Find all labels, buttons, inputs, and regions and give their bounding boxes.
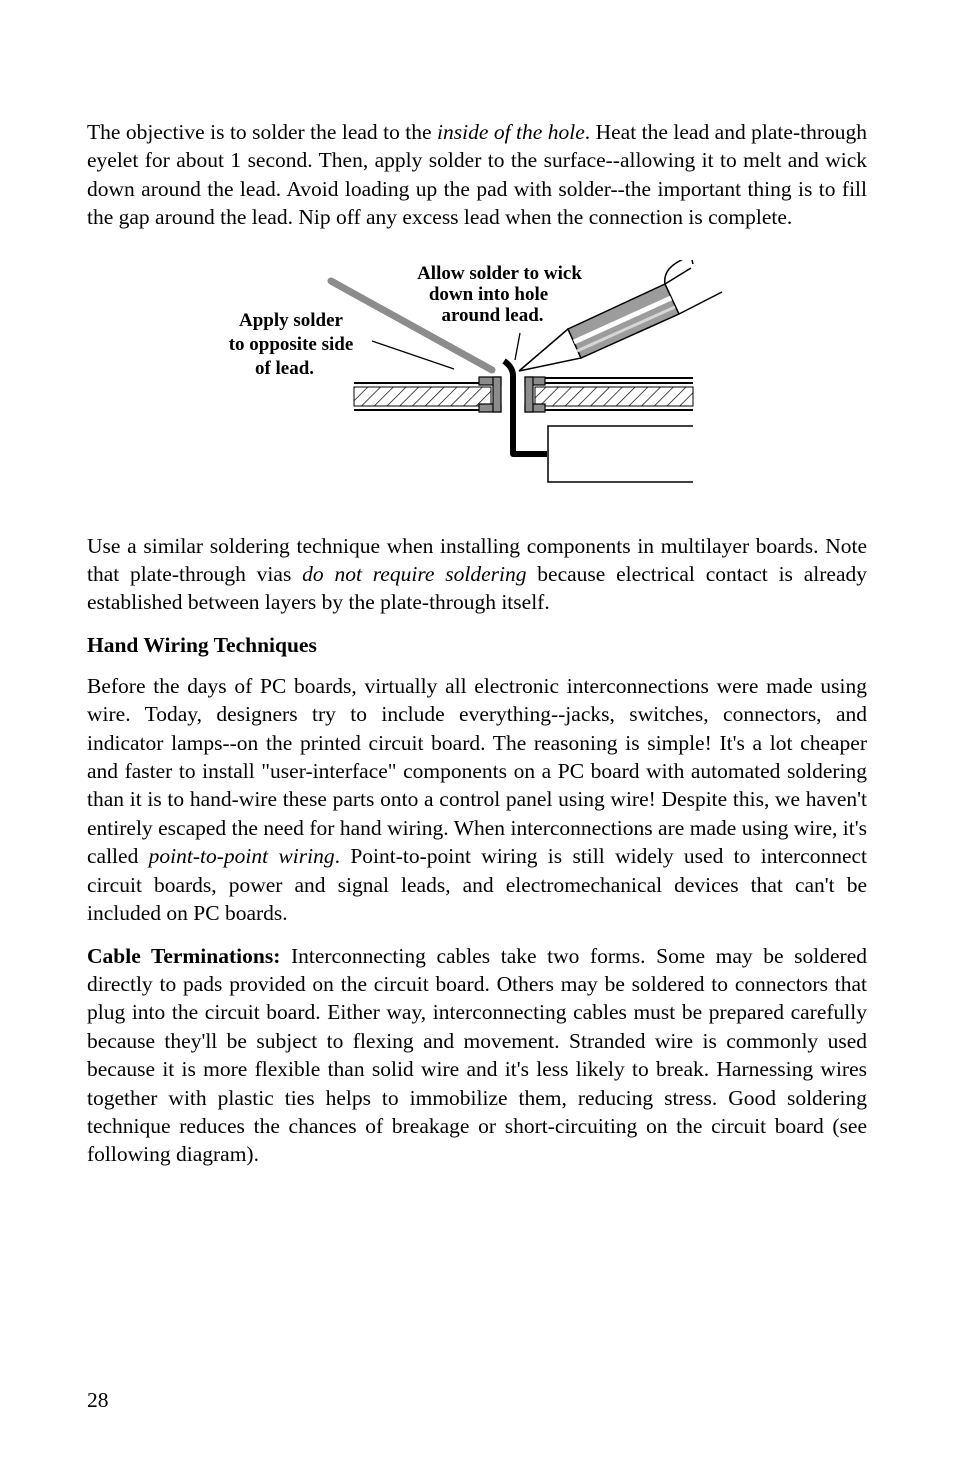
label-wick-line1: Allow solder to wick [417,262,582,284]
paragraph-solder-objective [87,118,867,232]
para2-text-b: because electrical contact is already established between layers by the plate-through itself. [87,562,867,615]
paragraph-hand-wiring [87,672,867,928]
circuit-board-right [535,378,693,410]
para2-text-a: Use a similar soldering technique when installing components in multilayer boards. Note that plate-through vias [87,533,867,587]
para4-text: Interconnecting cables take two forms. Some may be soldered directly to pads provided on the circuit board. Others may be soldered to connectors that plug into the circuit board. Either way, interconnecting cables must be prepared carefully because they'll be subject to flexing and movement. Stranded wire is commonly used because it is more flexible than solid wire and it's less likely to break. Harnessing wires together with plastic ties helps to immobilize them, reducing stress. Good soldering technique reduces the chances of breakage or short-circuiting on the circuit board (see following diagram). [87,943,867,1167]
label-apply-line2: to opposite side [228,333,354,355]
para2-emphasis: do not require soldering [302,562,527,587]
label-apply-line3: of lead. [254,357,315,379]
para1-emphasis: inside of the hole [437,120,585,144]
component-body [548,426,693,482]
para1-text-b: . Heat the lead and plate-through eyelet for about 1 second. Then, apply solder to the surface--allowing it to melt and wick down around the lead. Avoid loading up the pad with solder--the important thing is to fill the gap around the lead. Nip off any excess lead when the connection is complete. [87,120,867,230]
callout-line-wick [515,333,520,360]
paragraph-cable-terminations [87,942,867,1169]
page-number: 28 [87,1388,109,1412]
para3-text-b: . Point-to-point wiring is still widely used to interconnect circuit boards, power and signal leads, and electromechanical devices that can't be included on PC boards. [87,844,867,926]
label-wick-line3: around lead. [441,304,544,326]
label-wick-solder [377,263,622,326]
para3-emphasis: point-to-point wiring [148,844,335,869]
label-apply-solder [215,309,367,381]
para3-text-a: Before the days of PC boards, virtually all electronic interconnections were made using wire. Today, designers try to include everything--jacks, switches, connectors, and indicator lamps--on the printed circuit board. The reasoning is simple! It's a lot cheaper and faster to install "user-interface" components on a PC board with automated soldering than it is to hand-wire these parts onto a control panel using wire! Despite this, we haven't entirely escaped the need for hand wiring. When interconnections are made using wire, it's called [87,673,867,869]
cable-terminations-runin: Cable Terminations: [87,943,281,968]
soldering-diagram [87,260,867,512]
label-apply-line1: Apply solder [239,309,343,331]
para1-text-a: The objective is to solder the lead to the [87,120,438,144]
circuit-board-left [354,383,491,410]
page-body [87,118,867,1169]
label-wick-line2: down into hole [428,283,549,305]
section-heading: Hand Wiring Techniques [87,632,317,657]
paragraph-multilayer [87,532,867,617]
